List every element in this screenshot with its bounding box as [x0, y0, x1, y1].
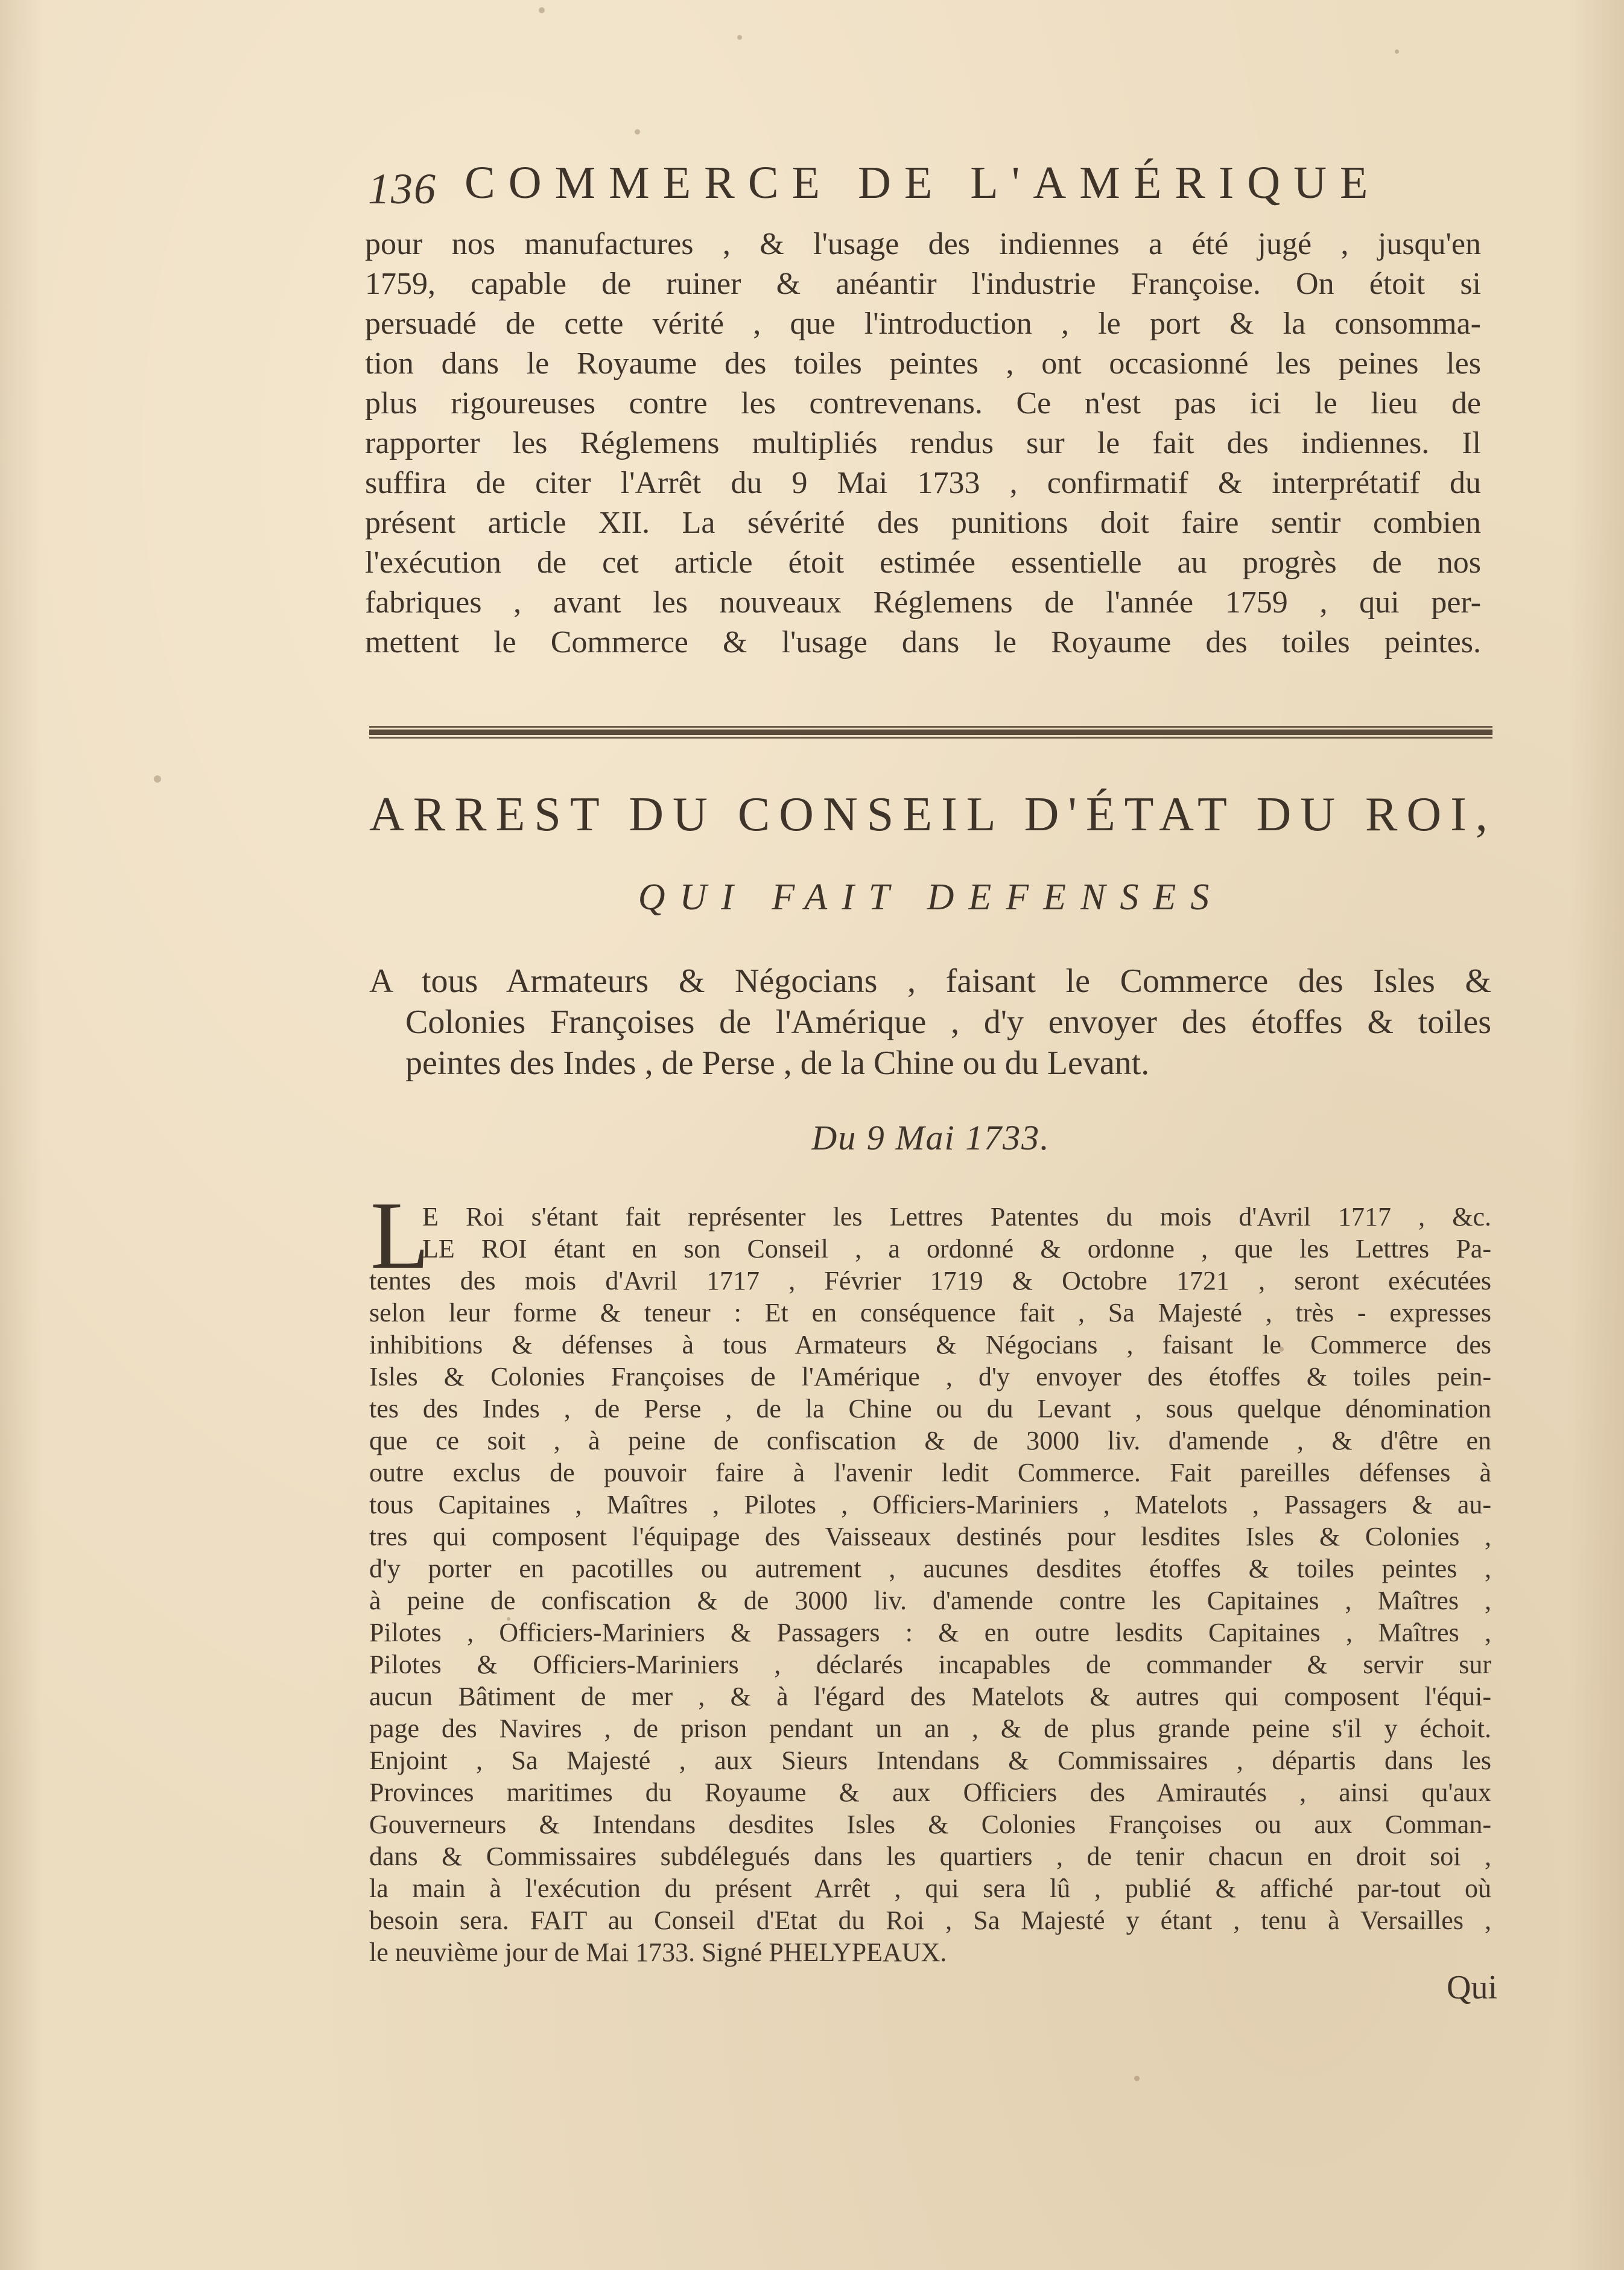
- decree-line: LE ROI étant en son Conseil , a ordonné & ordonne , que les Lettres Pa-: [422, 1234, 1491, 1264]
- divider-thin-line: [369, 737, 1492, 739]
- decree-line: Pilotes & Officiers-Mariniers , déclarés incapables de commander & servir sur: [369, 1650, 1491, 1679]
- decree-line: que ce soit , à peine de confiscation & de 3000 liv. d'amende , & d'être en: [369, 1426, 1491, 1455]
- divider-thin-line: [369, 726, 1492, 728]
- summary-line-text: peintes des Indes , de Perse , de la Chine ou du Levant.: [405, 1044, 1150, 1082]
- decree-line: [369, 1936, 1491, 1968]
- drop-cap: L: [370, 1181, 430, 1289]
- decree-line: la main à l'exécution du présent Arrêt , qui sera lû , publié & affiché par-tout où: [369, 1874, 1491, 1903]
- paper-stain: [737, 35, 742, 40]
- decree-line: Pilotes , Officiers-Mariniers & Passagers : & en outre lesdits Capitaines , Maîtres ,: [369, 1618, 1491, 1647]
- text-line: présent article XII. La sévérité des punitions doit faire sentir combien: [365, 506, 1481, 540]
- decree-line: aucun Bâtiment de mer , & à l'égard des Matelots & autres qui composent l'équi-: [369, 1682, 1491, 1711]
- summary-line: [405, 1043, 1491, 1084]
- arret-title: ARREST DU CONSEIL D'ÉTAT DU ROI,: [369, 788, 1497, 841]
- decree-line: tes des Indes , de Perse , de la Chine ou du Levant , sous quelque dénomination: [369, 1394, 1491, 1423]
- paper-stain: [154, 775, 161, 783]
- paper-stain: [635, 129, 640, 135]
- decree-line: d'y porter en pacotilles ou autrement , aucunes desdites étoffes & toiles peintes ,: [369, 1554, 1491, 1583]
- decree-line: tres qui composent l'équipage des Vaisseaux destinés pour lesdites Isles & Colonies ,: [369, 1522, 1491, 1551]
- catchword: Qui: [1447, 1969, 1497, 2006]
- decree-line: Isles & Colonies Françoises de l'Amérique , d'y envoyer des étoffes & toiles pein-: [369, 1362, 1491, 1391]
- section-divider: [369, 726, 1492, 739]
- decree-line: Gouverneurs & Intendans desdites Isles & Colonies Françoises ou aux Comman-: [369, 1810, 1491, 1839]
- running-title: COMMERCE DE L'AMÉRIQUE: [465, 157, 1381, 208]
- running-head: [368, 151, 1394, 217]
- paper-stain: [539, 7, 545, 13]
- decree-line: outre exclus de pouvoir faire à l'avenir ledit Commerce. Fait pareilles défenses à: [369, 1458, 1491, 1487]
- paper-stain: [1395, 49, 1399, 54]
- arret-subtitle: QUI FAIT DEFENSES: [638, 877, 1224, 918]
- decree-line: tous Capitaines , Maîtres , Pilotes , Officiers-Mariniers , Matelots , Passagers & au-: [369, 1490, 1491, 1519]
- summary-line: Colonies Françoises de l'Amérique , d'y envoyer des étoffes & toiles: [405, 1003, 1491, 1041]
- decree-line: tentes des mois d'Avril 1717 , Février 1719 & Octobre 1721 , seront exécutées: [369, 1266, 1491, 1296]
- arret-date: Du 9 Mai 1733.: [811, 1118, 1050, 1157]
- decree-line: besoin sera. FAIT au Conseil d'Etat du Roi , Sa Majesté y étant , tenu à Versailles ,: [369, 1906, 1491, 1935]
- text-line: persuadé de cette vérité , que l'introduction , le port & la consomma-: [365, 307, 1481, 341]
- text-line: fabriques , avant les nouveaux Réglemens de l'année 1759 , qui per-: [365, 585, 1481, 620]
- decree-line: E Roi s'étant fait représenter les Lettres Patentes du mois d'Avril 1717 , &c.: [422, 1202, 1491, 1232]
- decree-line: selon leur forme & teneur : Et en conséquence fait , Sa Majesté , très - expresses: [369, 1298, 1491, 1327]
- text-line: l'exécution de cet article étoit estimée essentielle au progrès de nos: [365, 545, 1481, 580]
- divider-thick-line: [369, 730, 1492, 735]
- text-line: tion dans le Royaume des toiles peintes , ont occasionné les peines les: [365, 346, 1481, 381]
- decree-line: à peine de confiscation & de 3000 liv. d'amende contre les Capitaines , Maîtres ,: [369, 1586, 1491, 1615]
- text-line: mettent le Commerce & l'usage dans le Royaume des toiles peintes.: [365, 625, 1481, 660]
- text-line: plus rigoureuses contre les contrevenans. Ce n'est pas ici le lieu de: [365, 386, 1481, 421]
- text-line: suffira de citer l'Arrêt du 9 Mai 1733 , confirmatif & interprétatif du: [365, 466, 1481, 500]
- text-line: pour nos manufactures , & l'usage des indiennes a été jugé , jusqu'en: [365, 227, 1481, 261]
- page-number: 136: [368, 165, 437, 213]
- text-line: 1759, capable de ruiner & anéantir l'industrie Françoise. On étoit si: [365, 267, 1481, 301]
- decree-line: Enjoint , Sa Majesté , aux Sieurs Intendans & Commissaires , départis dans les: [369, 1746, 1491, 1775]
- decree-line-text: le neuvième jour de Mai 1733. Signé PHELYPEAUX.: [369, 1938, 947, 1967]
- decree-line: page des Navires , de prison pendant un an , & de plus grande peine s'il y échoit.: [369, 1714, 1491, 1743]
- decree-line: dans & Commissaires subdélegués dans les quartiers , de tenir chacun en droit soi ,: [369, 1842, 1491, 1871]
- decree-line: Provinces maritimes du Royaume & aux Officiers des Amirautés , ainsi qu'aux: [369, 1778, 1491, 1807]
- decree-line: inhibitions & défenses à tous Armateurs & Négocians , faisant le Commerce des: [369, 1330, 1491, 1359]
- paper-stain: [1134, 2076, 1140, 2081]
- summary-line: A tous Armateurs & Négocians , faisant le Commerce des Isles &: [369, 962, 1491, 1000]
- text-line: rapporter les Réglemens multipliés rendus sur le fait des indiennes. Il: [365, 426, 1481, 460]
